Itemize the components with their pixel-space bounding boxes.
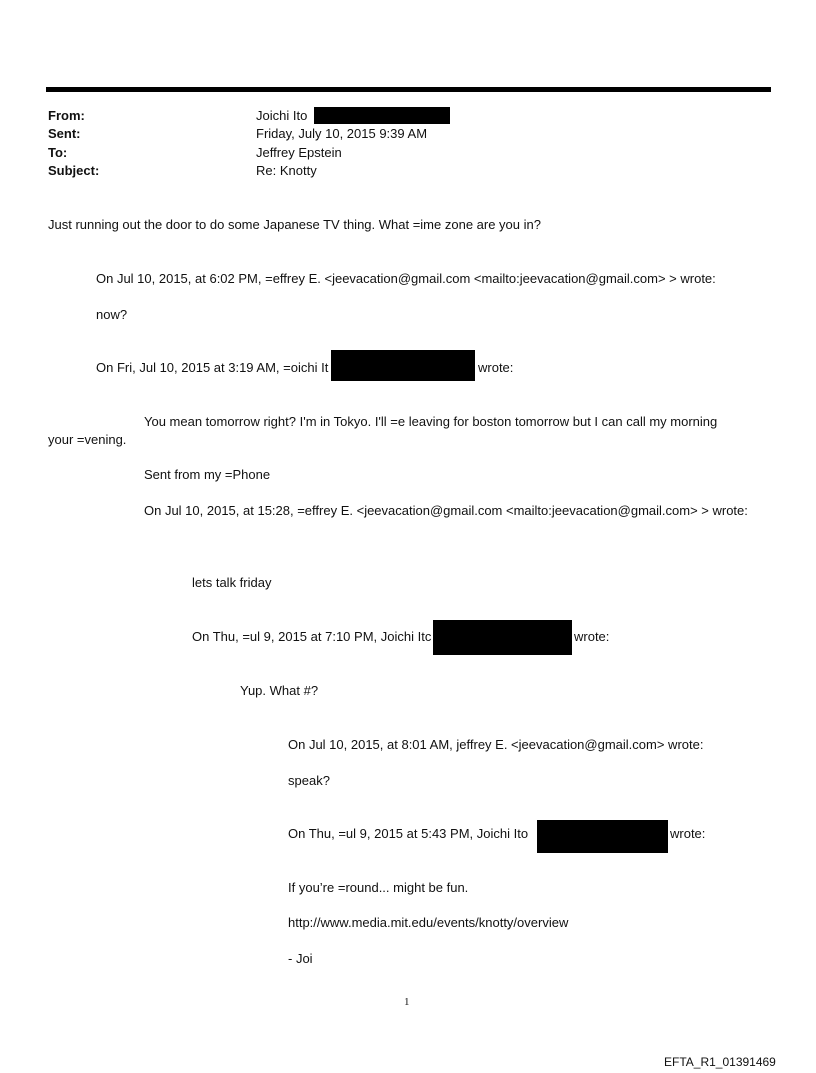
quote-header: On Jul 10, 2015, at 8:01 AM, jeffrey E. <jeevacation@gmail.com> wrote: <box>288 737 704 752</box>
quote-header-end: wrote: <box>574 629 610 644</box>
quote-text: your =vening. <box>48 432 127 447</box>
from-label: From: <box>48 108 85 123</box>
signature: - Joi <box>288 951 313 966</box>
quote-header-end: wrote: <box>478 360 514 375</box>
sent-value: Friday, July 10, 2015 9:39 AM <box>256 126 428 141</box>
quote-text: lets talk friday <box>192 575 272 590</box>
redaction-box <box>331 350 475 381</box>
quote-text: Yup. What #? <box>240 683 319 698</box>
header-rule <box>46 87 771 92</box>
subject-label: Subject: <box>48 163 100 178</box>
from-value: Joichi Ito <box>256 108 308 123</box>
redaction-box <box>433 620 572 655</box>
quote-header: On Jul 10, 2015, at 6:02 PM, =effrey E. <jeevacation@gmail.com <mailto:jeevacation@gmail.com> > wrote: <box>96 271 716 286</box>
redaction-box <box>537 820 668 853</box>
quote-text: now? <box>96 307 128 322</box>
link-text[interactable]: http://www.media.mit.edu/events/knotty/overview <box>288 915 569 930</box>
quote-text: speak? <box>288 773 330 788</box>
bates-number: EFTA_R1_01391469 <box>664 1055 776 1069</box>
to-label: To: <box>48 145 68 160</box>
subject-value: Re: Knotty <box>256 163 317 178</box>
to-value: Jeffrey Epstein <box>256 145 342 160</box>
redaction-box <box>314 107 450 124</box>
quote-header: On Jul 10, 2015, at 15:28, =effrey E. <jeevacation@gmail.com <mailto:jeevacation@gmail.com> > wrote: <box>144 503 748 518</box>
quote-header: On Fri, Jul 10, 2015 at 3:19 AM, =oichi It <box>96 360 329 375</box>
quote-text: Sent from my =Phone <box>144 467 271 482</box>
quote-header: On Thu, =ul 9, 2015 at 5:43 PM, Joichi Ito <box>288 826 529 841</box>
quote-header: On Thu, =ul 9, 2015 at 7:10 PM, Joichi Itc <box>192 629 432 644</box>
quote-text: If you’re =round... might be fun. <box>288 880 469 895</box>
page-number: 1 <box>404 996 410 1008</box>
body-line: Just running out the door to do some Japanese TV thing. What =ime zone are you in? <box>48 217 541 232</box>
sent-label: Sent: <box>48 126 81 141</box>
quote-header-end: wrote: <box>670 826 706 841</box>
quote-text: You mean tomorrow right? I'm in Tokyo. I'll =e leaving for boston tomorrow but I can call my morning <box>144 414 718 429</box>
